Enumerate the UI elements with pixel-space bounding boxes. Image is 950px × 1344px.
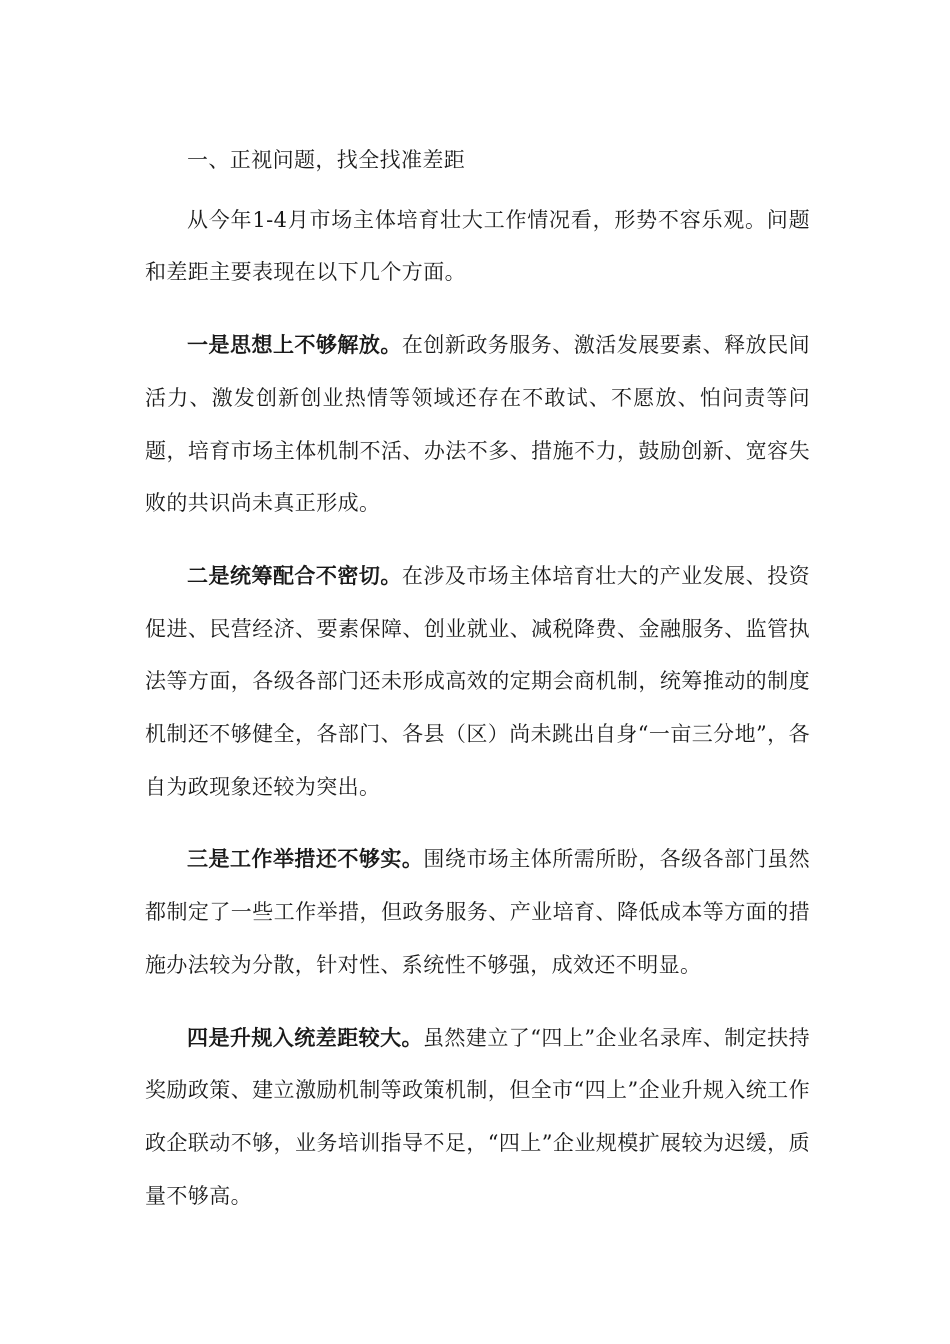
paragraph-item-3 [145, 833, 810, 991]
paragraph-lead: 三是工作举措还不够实。 [187, 847, 424, 872]
paragraph-body: 在创新政务服务、激活发展要素、释放民间活力、激发创新创业热情等领域还存在不敢试、不愿放、怕问责等问题，培育市场主体机制不活、办法不多、措施不力，鼓励创新、宽容失败的共识尚未真正形成。 [145, 333, 810, 516]
document-body [145, 134, 810, 1222]
intro-paragraph [145, 194, 810, 299]
paragraph-lead: 一是思想上不够解放。 [187, 333, 402, 358]
paragraph-lead: 二是统筹配合不密切。 [187, 563, 402, 588]
paragraph-item-2 [145, 550, 810, 814]
intro-text: 从今年1-4月市场主体培育壮大工作情况看，形势不容乐观。问题和差距主要表现在以下几个方面。 [145, 207, 810, 285]
paragraph-body: 虽然建立了“四上”企业名录库、制定扶持奖励政策、建立激励机制等政策机制，但全市“四上”企业升规入统工作政企联动不够，业务培训指导不足，“四上”企业规模扩展较为迟缓，质量不够高。 [145, 1025, 810, 1208]
paragraph-body: 围绕市场主体所需所盼，各级各部门虽然都制定了一些工作举措，但政务服务、产业培育、降低成本等方面的措施办法较为分散，针对性、系统性不够强，成效还不明显。 [145, 847, 810, 977]
section-heading [145, 134, 810, 187]
paragraph-item-1 [145, 319, 810, 530]
paragraph-item-4 [145, 1012, 810, 1223]
paragraph-body: 在涉及市场主体培育壮大的产业发展、投资促进、民营经济、要素保障、创业就业、减税降费、金融服务、监管执法等方面，各级各部门还未形成高效的定期会商机制，统筹推动的制度机制还不够健全，各部门、各县（区）尚未跳出自身“一亩三分地”，各自为政现象还较为突出。 [145, 563, 810, 799]
paragraph-lead: 四是升规入统差距较大。 [187, 1025, 423, 1050]
section-heading-text: 一、正视问题，找全找准差距 [187, 148, 466, 172]
